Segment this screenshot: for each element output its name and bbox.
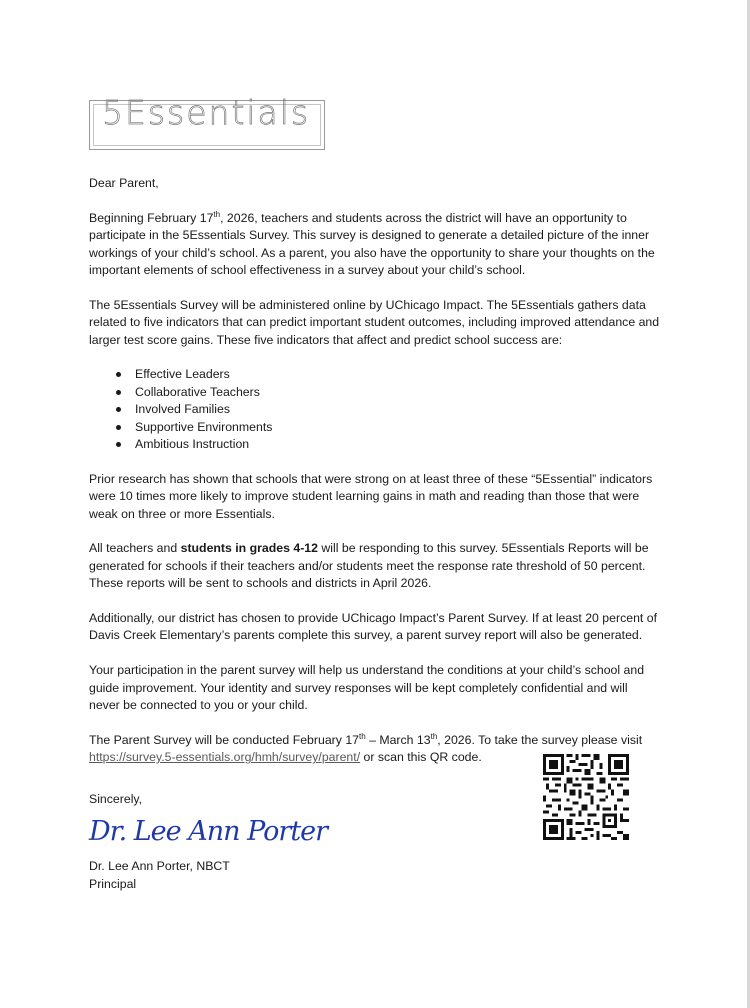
logo-text: 5Essentials [102, 93, 311, 132]
list-item: Ambitious Instruction [135, 436, 661, 453]
paragraph-research: Prior research has shown that schools that were strong on at least three of these “5Essential” indicators were 10 times more likely to improve student learning gains in math and reading than those that were weak on three or more Essentials. [89, 471, 653, 521]
paragraph-dates: The Parent Survey will be conducted February 17th – March 13th, 2026. To take the survey please visit https://survey.5-essentials.org/hmh/survey/parent/ or scan this QR code. [89, 731, 643, 765]
paragraph-parent-survey: Additionally, our district has chosen to provide UChicago Impact’s Parent Survey. If at least 20 percent of Davis Creek Elementary’s parents complete this survey, a parent survey report will also be generated. [89, 611, 657, 643]
closing: Sincerely, [89, 791, 143, 806]
greeting: Dear Parent, [89, 176, 159, 190]
grades-emphasis: students in grades 4-12 [180, 541, 318, 556]
list-item: Supportive Environments [135, 419, 661, 436]
signature-image: Dr. Lee Ann Porter [89, 816, 328, 848]
list-item: Involved Families [135, 401, 661, 418]
paragraph-participants: All teachers and students in grades 4-12 will be responding to this survey. 5Essentials Reports will be generated for schools if their teachers and/or students meet the response rate threshold of 50 percent. These reports will be sent to schools and districts in April 2026. [89, 541, 649, 591]
5essentials-logo [89, 93, 325, 150]
list-item: Collaborative Teachers [135, 384, 661, 401]
paragraph-confidentiality: Your participation in the parent survey will help us understand the conditions at your child’s school and guide improvement. Your identity and survey responses will be kept completely confidential and will never be connected to you or your child. [89, 663, 645, 713]
paragraph-about-survey: The 5Essentials Survey will be administered online by UChicago Impact. The 5Essentials gathers data related to five indicators that can predict important student outcomes, including improved attendance and larger test score gains. These five indicators that affect and predict school success are: [89, 297, 660, 347]
signer-title: Principal [89, 876, 137, 891]
list-item: Effective Leaders [135, 366, 661, 383]
essentials-list [89, 366, 661, 453]
qr-code-icon[interactable] [543, 754, 629, 840]
survey-link[interactable]: https://survey.5-essentials.org/hmh/survey/parent/ [89, 750, 361, 765]
paragraph-intro: Beginning February 17th, 2026, teachers and students across the district will have an opportunity to participate in the 5Essentials Survey. This survey is designed to generate a detailed picture of the inner workings of your child’s school. As a parent, you also have the opportunity to share your thoughts on the important elements of school effectiveness in a survey about your child’s school. [89, 209, 655, 278]
signer-name: Dr. Lee Ann Porter, NBCT [89, 859, 230, 874]
